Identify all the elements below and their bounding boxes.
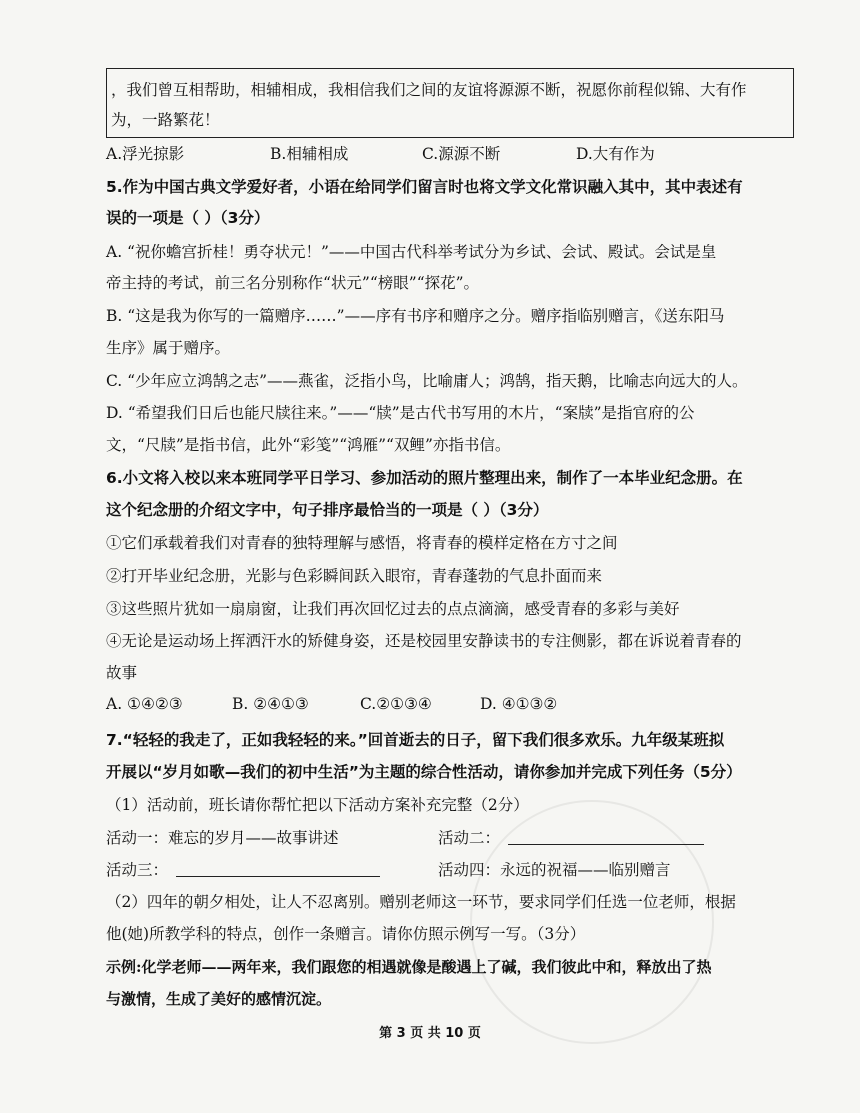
q6-sentence-3: ③这些照片犹如一扇扇窗，让我们再次回忆过去的点点滴滴，感受青春的多彩与美好 — [106, 600, 680, 618]
q7-stem-line-1: 7.“轻轻的我走了，正如我轻轻的来。”回首逝去的日子，留下我们很多欢乐。九年级某班拟 — [106, 731, 725, 749]
activity-three-label: 活动三： — [106, 861, 169, 879]
q7-subquestion-1: （1）活动前，班长请你帮忙把以下活动方案补充完整（2分） — [106, 796, 529, 814]
example-line-2: 与激情，生成了美好的感情沉淀。 — [106, 990, 332, 1008]
box-line-2: 为，一路繁花！ — [111, 111, 220, 129]
q5-option-a-line-1: A. “祝你蟾宫折桂！勇夺状元！”——中国古代科举考试分为乡试、会试、殿试。会试是皇 — [106, 243, 717, 261]
q4-option-a: A.浮光掠影 — [106, 145, 185, 163]
q7-subquestion-2-line-2: 他(她)所教学科的特点，创作一条赠言。请你仿照示例写一写。（3分） — [106, 925, 586, 943]
page-number-footer: 第 3 页 共 10 页 — [379, 1026, 481, 1041]
q4-option-c: C.源源不断 — [422, 145, 501, 163]
q5-option-b-line-1: B. “这是我为你写的一篇赠序……”——序有书序和赠序之分。赠序指临别赠言，《送东阳马 — [106, 307, 725, 325]
activity-three-blank[interactable] — [176, 858, 380, 877]
q6-option-d: D. ④①③② — [480, 695, 558, 713]
q5-option-d-line-1: D. “希望我们日后也能尺牍往来。”——“牍”是古代书写用的木片，“案牍”是指官府的公 — [106, 404, 695, 422]
activity-one: 活动一：难忘的岁月——故事讲述 — [106, 829, 339, 847]
activity-two-blank[interactable] — [508, 826, 704, 845]
example-line-1: 示例:化学老师——两年来，我们跟您的相遇就像是酸遇上了碱，我们彼此中和，释放出了热 — [106, 958, 712, 976]
q5-stem-line-1: 5.作为中国古典文学爱好者，小语在给同学们留言时也将文学文化常识融入其中，其中表述有 — [106, 178, 743, 196]
q5-option-c: C. “少年应立鸿鹄之志”——燕雀，泛指小鸟，比喻庸人；鸿鹄，指天鹅，比喻志向远大的人。 — [106, 372, 748, 390]
q7-subquestion-2-line-1: （2）四年的朝夕相处，让人不忍离别。赠别老师这一环节，要求同学们任选一位老师，根据 — [106, 893, 736, 911]
q5-option-d-line-2: 文，“尺牍”是指书信，此外“彩笺”“鸿雁”“双鲤”亦指书信。 — [106, 436, 511, 454]
q7-stem-line-2: 开展以“岁月如歌—我们的初中生活”为主题的综合性活动，请你参加并完成下列任务（5分） — [106, 763, 742, 781]
q6-sentence-4-line-2: 故事 — [106, 664, 138, 682]
q6-option-b: B. ②④①③ — [232, 695, 309, 713]
q5-option-b-line-2: 生序》属于赠序。 — [106, 339, 231, 357]
q6-sentence-1: ①它们承载着我们对青春的独特理解与感悟，将青春的模样定格在方寸之间 — [106, 534, 618, 552]
q6-option-a: A. ①④②③ — [106, 695, 183, 713]
q6-stem-line-2: 这个纪念册的介绍文字中，句子排序最恰当的一项是（ ）（3分） — [106, 501, 549, 519]
q6-stem-line-1: 6.小文将入校以来本班同学平日学习、参加活动的照片整理出来，制作了一本毕业纪念册。在 — [106, 469, 743, 487]
q6-sentence-2: ②打开毕业纪念册，光影与色彩瞬间跃入眼帘，青春蓬勃的气息扑面而来 — [106, 567, 603, 585]
q6-sentence-4-line-1: ④无论是运动场上挥洒汗水的矫健身姿，还是校园里安静读书的专注侧影，都在诉说着青春的 — [106, 632, 742, 650]
quoted-passage-box — [106, 68, 794, 138]
box-line-1: ，我们曾互相帮助，相辅相成，我相信我们之间的友谊将源源不断，祝愿你前程似锦、大有作 — [111, 81, 747, 99]
q5-stem-line-2: 误的一项是（ ）（3分） — [106, 209, 270, 227]
activity-four: 活动四：永远的祝福——临别赠言 — [438, 861, 671, 879]
q4-option-d: D.大有作为 — [576, 145, 655, 163]
q6-option-c: C.②①③④ — [360, 695, 432, 713]
q4-option-b: B.相辅相成 — [270, 145, 349, 163]
activity-two-label: 活动二： — [438, 829, 501, 847]
q5-option-a-line-2: 帝主持的考试，前三名分别称作“状元”“榜眼”“探花”。 — [106, 274, 480, 292]
